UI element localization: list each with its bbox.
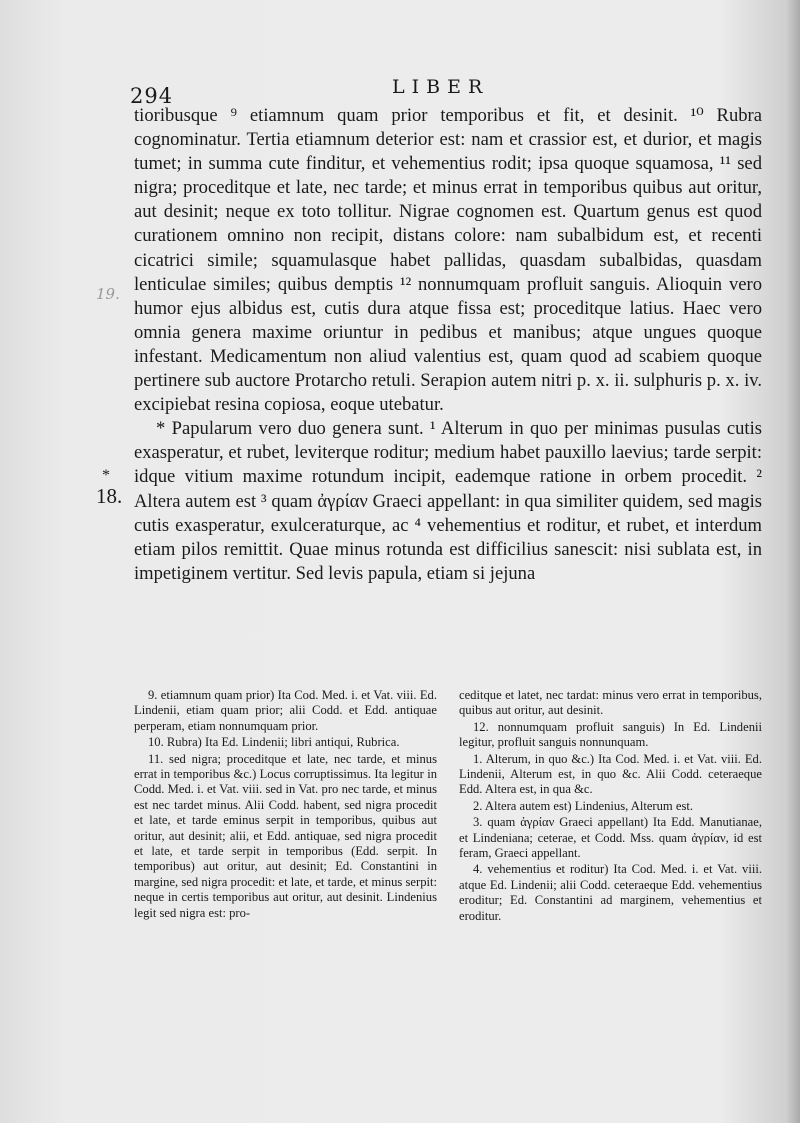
footnote: 9. etiamnum quam prior) Ita Cod. Med. i. et Vat. viii. Ed. Lindenii, etiam quam prior; alii Codd. et Edd. antiquae perperam, etiam nonnumquam prior. [134, 688, 437, 733]
main-paragraph: tioribusque ⁹ etiamnum quam prior temporibus et fit, et desinit. ¹⁰ Rubra cognominatur. Tertia etiamnum deterior est: nam et crassior est, et durior, et magis tumet; in summa cute finditur, et vehementius rodit; ipsa quoque squamosa, ¹¹ sed nigra; proceditque et late, nec tarde; et minus errat in temporibus quibus aut oritur, aut desinit; neque ex toto tollitur. Nigrae cognomen est. Quartum genus est quod curationem omnino non recipit, distans colore: nam subalbidum est, et recenti cicatrici simile; squamulasque habet pallidas, quasdam subalbidas, quasdam lenticulae similes; quibus demptis ¹² nonnumquam profluit sanguis. Alioquin vero humor ejus albidus est, cutis dura atque fissa est; proceditque latius. Haec vero omnia genera maxime oriuntur in pedibus et manibus; atque ungues quoque infestant. Medicamentum non aliud valentius est, quam quod ad scabiem quoque pertinere sub auctore Protarcho retuli. Serapion autem nitri p. x. ii. sulphuris p. x. iv. excipiebat resina copiosa, eoque utebatur. [134, 105, 762, 416]
main-paragraph: * Papularum vero duo genera sunt. ¹ Alterum in quo per minimas pusulas cutis exasperatur, et rubet, leviterque roditur; medium habet pauxillo laevius; tarde serpit: idque vitium maxime rotundum incipit, eademque ratione in orbem procedit. ² Altera autem est ³ quam ἀγρίαν Graeci appellant: in qua similiter quidem, sed magis cutis exasperatur, exulceraturque, ac ⁴ vehementius et roditur, et rubet, et interdum etiam pilos remittit. Quae minus rotunda est difficilius sanescit: nisi sublata est, in impetiginem vertitur. Sed levis papula, etiam si jejuna [134, 418, 762, 584]
page-number: 294 [130, 84, 174, 108]
running-head: LIBER [392, 76, 490, 98]
footnotes [134, 688, 762, 925]
section-number: 18. [96, 484, 123, 508]
page-header [130, 76, 760, 108]
page-edge-shadow [786, 0, 800, 1123]
footnote: 2. Altera autem est) Lindenius, Alterum est. [473, 798, 693, 813]
footnote: 3. quam ἀγρίαν Graeci appellant) Ita Edd. Manutianae, et Lindeniana; ceterae, et Codd. Mss. quam ἀγρίαν, id est feram, Graeci appellant. [459, 815, 762, 861]
footnote: 10. Rubra) Ita Ed. Lindenii; libri antiqui, Rubrica. [148, 735, 400, 750]
footnote: 11. sed nigra; proceditque et late, nec tarde, et minus errat in temporibus &c.) Locus corruptissimus. Ita legitur in Codd. Med. i. et Vat. viii. sed in Vat. pro nec tarde, et minus est nec tardet minus. Alii Codd. habent, sed nigra procedit et late, et tarde eminus serpit in temporibus, quibus aut oritur, aut desinit; alii, et Edd. antiquae, sed nigra procedit et late, et tarde serpit in temporibus (Edd. serpit. In temporibus) aut oritur, aut desinit; Ed. Constantini in margine, sed nigra procedit: et late, et tarde, et minus serpit: neque in certis temporibus aut oritur, aut desinit. Lindenius legit sed nigra est: pro- [134, 751, 437, 920]
footnotes-left-column [134, 688, 437, 925]
footnote: ceditque et latet, nec tardat: minus vero errat in temporibus, quibus aut oritur, aut desinit. [459, 688, 762, 718]
margin-bleed-number: 19. [96, 285, 120, 303]
section-star: * [102, 467, 110, 484]
footnote: 4. vehementius et roditur) Ita Cod. Med. i. et Vat. viii. atque Ed. Lindenii; alii Codd. ceteraeque Edd. vehementius eroditur; Ed. Constantini ad marginem, vehementius et eroditur. [459, 862, 762, 923]
footnotes-right-column [459, 688, 762, 925]
main-text [134, 104, 762, 586]
footnote: 12. nonnumquam profluit sanguis) In Ed. Lindenii legitur, profluit sanguis nonnunquam. [459, 719, 762, 750]
section-marker [96, 466, 122, 506]
footnote: 1. Alterum, in quo &c.) Ita Cod. Med. i. et Vat. viii. Ed. Lindenii, Alterum est, in quo &c. Alii Codd. ceteraeque Edd. Altera est, in qua &c. [459, 751, 762, 797]
